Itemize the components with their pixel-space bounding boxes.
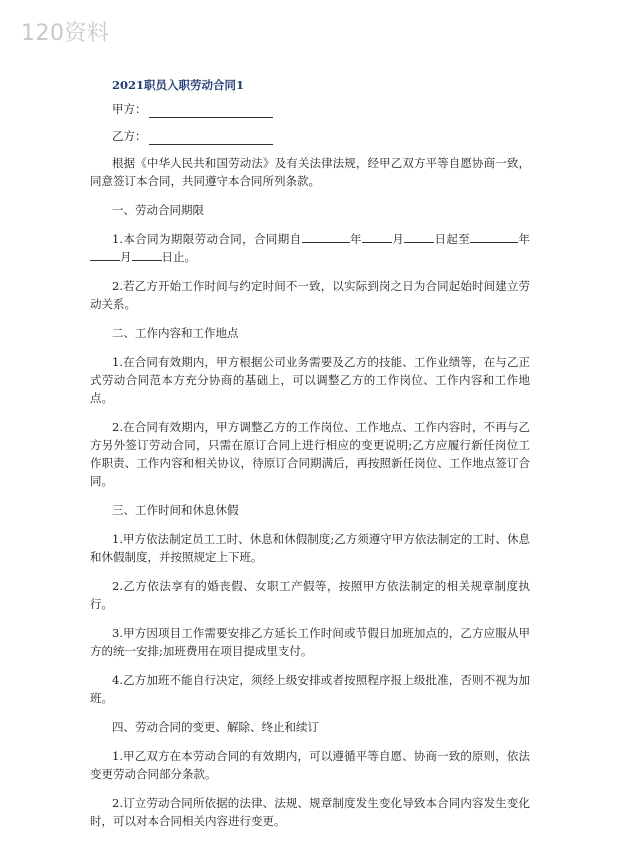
clause-text: 日止。 <box>161 250 196 264</box>
party-b-line <box>112 127 530 145</box>
section-2-clause-2: 2.在合同有效期内，甲方调整乙方的工作岗位、工作地点、工作内容时，不再与乙方另外签订劳动合同，只需在原订合同上进行相应的变更说明;乙方应履行新任岗位工作职责、工作内容和相关协议，待原订合同期满后，再按照新任岗位、工作地点签订合同。 <box>90 420 530 488</box>
intro-paragraph: 根据《中华人民共和国劳动法》及有关法律法规，经甲乙双方平等自愿协商一致，同意签订本合同，共同遵守本合同所列条款。 <box>90 156 530 188</box>
month-blank <box>362 231 392 243</box>
section-2-clause-1: 1.在合同有效期内，甲方根据公司业务需要及乙方的技能、工作业绩等，在与乙正式劳动合同范本方充分协商的基础上，可以调整乙方的工作岗位、工作内容和工作地点。 <box>90 355 530 405</box>
section-3-clause-3: 3.甲方因项目工作需要安排乙方延长工作时间或节假日加班加点的，乙方应服从甲方的统一安排;加班费用在项目提成里支付。 <box>90 626 530 658</box>
document-title: 2021职员入职劳动合同1 <box>112 78 245 92</box>
party-a-label: 甲方： <box>112 102 147 116</box>
section-1-clause-1 <box>90 230 530 266</box>
year-blank <box>470 231 518 243</box>
party-b-blank <box>149 131 273 145</box>
clause-text: 年 <box>349 232 362 246</box>
section-3-clause-4: 4.乙方加班不能自行决定，须经上级安排或者按照程序报上级批准，否则不视为加班。 <box>90 673 530 705</box>
section-4-heading: 四、劳动合同的变更、解除、终止和续订 <box>112 720 319 734</box>
section-2-heading: 二、工作内容和工作地点 <box>112 326 239 340</box>
clause-text: 月 <box>120 250 132 264</box>
party-b-label: 乙方： <box>112 129 147 143</box>
clause-text: 年 <box>518 232 531 246</box>
section-1-heading: 一、劳动合同期限 <box>112 203 204 217</box>
clause-text: 日起至 <box>434 232 471 246</box>
clause-text: 1.本合同为期限劳动合同，合同期自 <box>112 232 302 246</box>
party-a-blank <box>149 104 273 118</box>
party-a-line <box>112 100 530 118</box>
watermark-logo: 120资料 <box>21 21 110 46</box>
clause-text: 月 <box>391 232 405 246</box>
section-3-clause-2: 2.乙方依法享有的婚丧假、女职工产假等，按照甲方依法制定的相关规章制度执行。 <box>90 579 530 611</box>
month-blank <box>90 249 120 261</box>
section-3-heading: 三、工作时间和休息休假 <box>112 503 239 517</box>
section-4-clause-1: 1.甲乙双方在本劳动合同的有效期内，可以遵循平等自愿、协商一致的原则，依法变更劳动合同部分条款。 <box>90 749 530 781</box>
day-blank <box>132 249 162 261</box>
day-blank <box>404 231 434 243</box>
section-1-clause-2: 2.若乙方开始工作时间与约定时间不一致，以实际到岗之日为合同起始时间建立劳动关系。 <box>90 279 530 311</box>
section-4-clause-2: 2.订立劳动合同所依据的法律、法规、规章制度发生变化导致本合同内容发生变化时，可以对本合同相关内容进行变更。 <box>90 796 530 828</box>
document-page <box>90 76 530 841</box>
year-blank <box>302 231 350 243</box>
section-3-clause-1: 1.甲方依法制定员工工时、休息和休假制度;乙方须遵守甲方依法制定的工时、休息和休假制度，并按照规定上下班。 <box>90 532 530 564</box>
